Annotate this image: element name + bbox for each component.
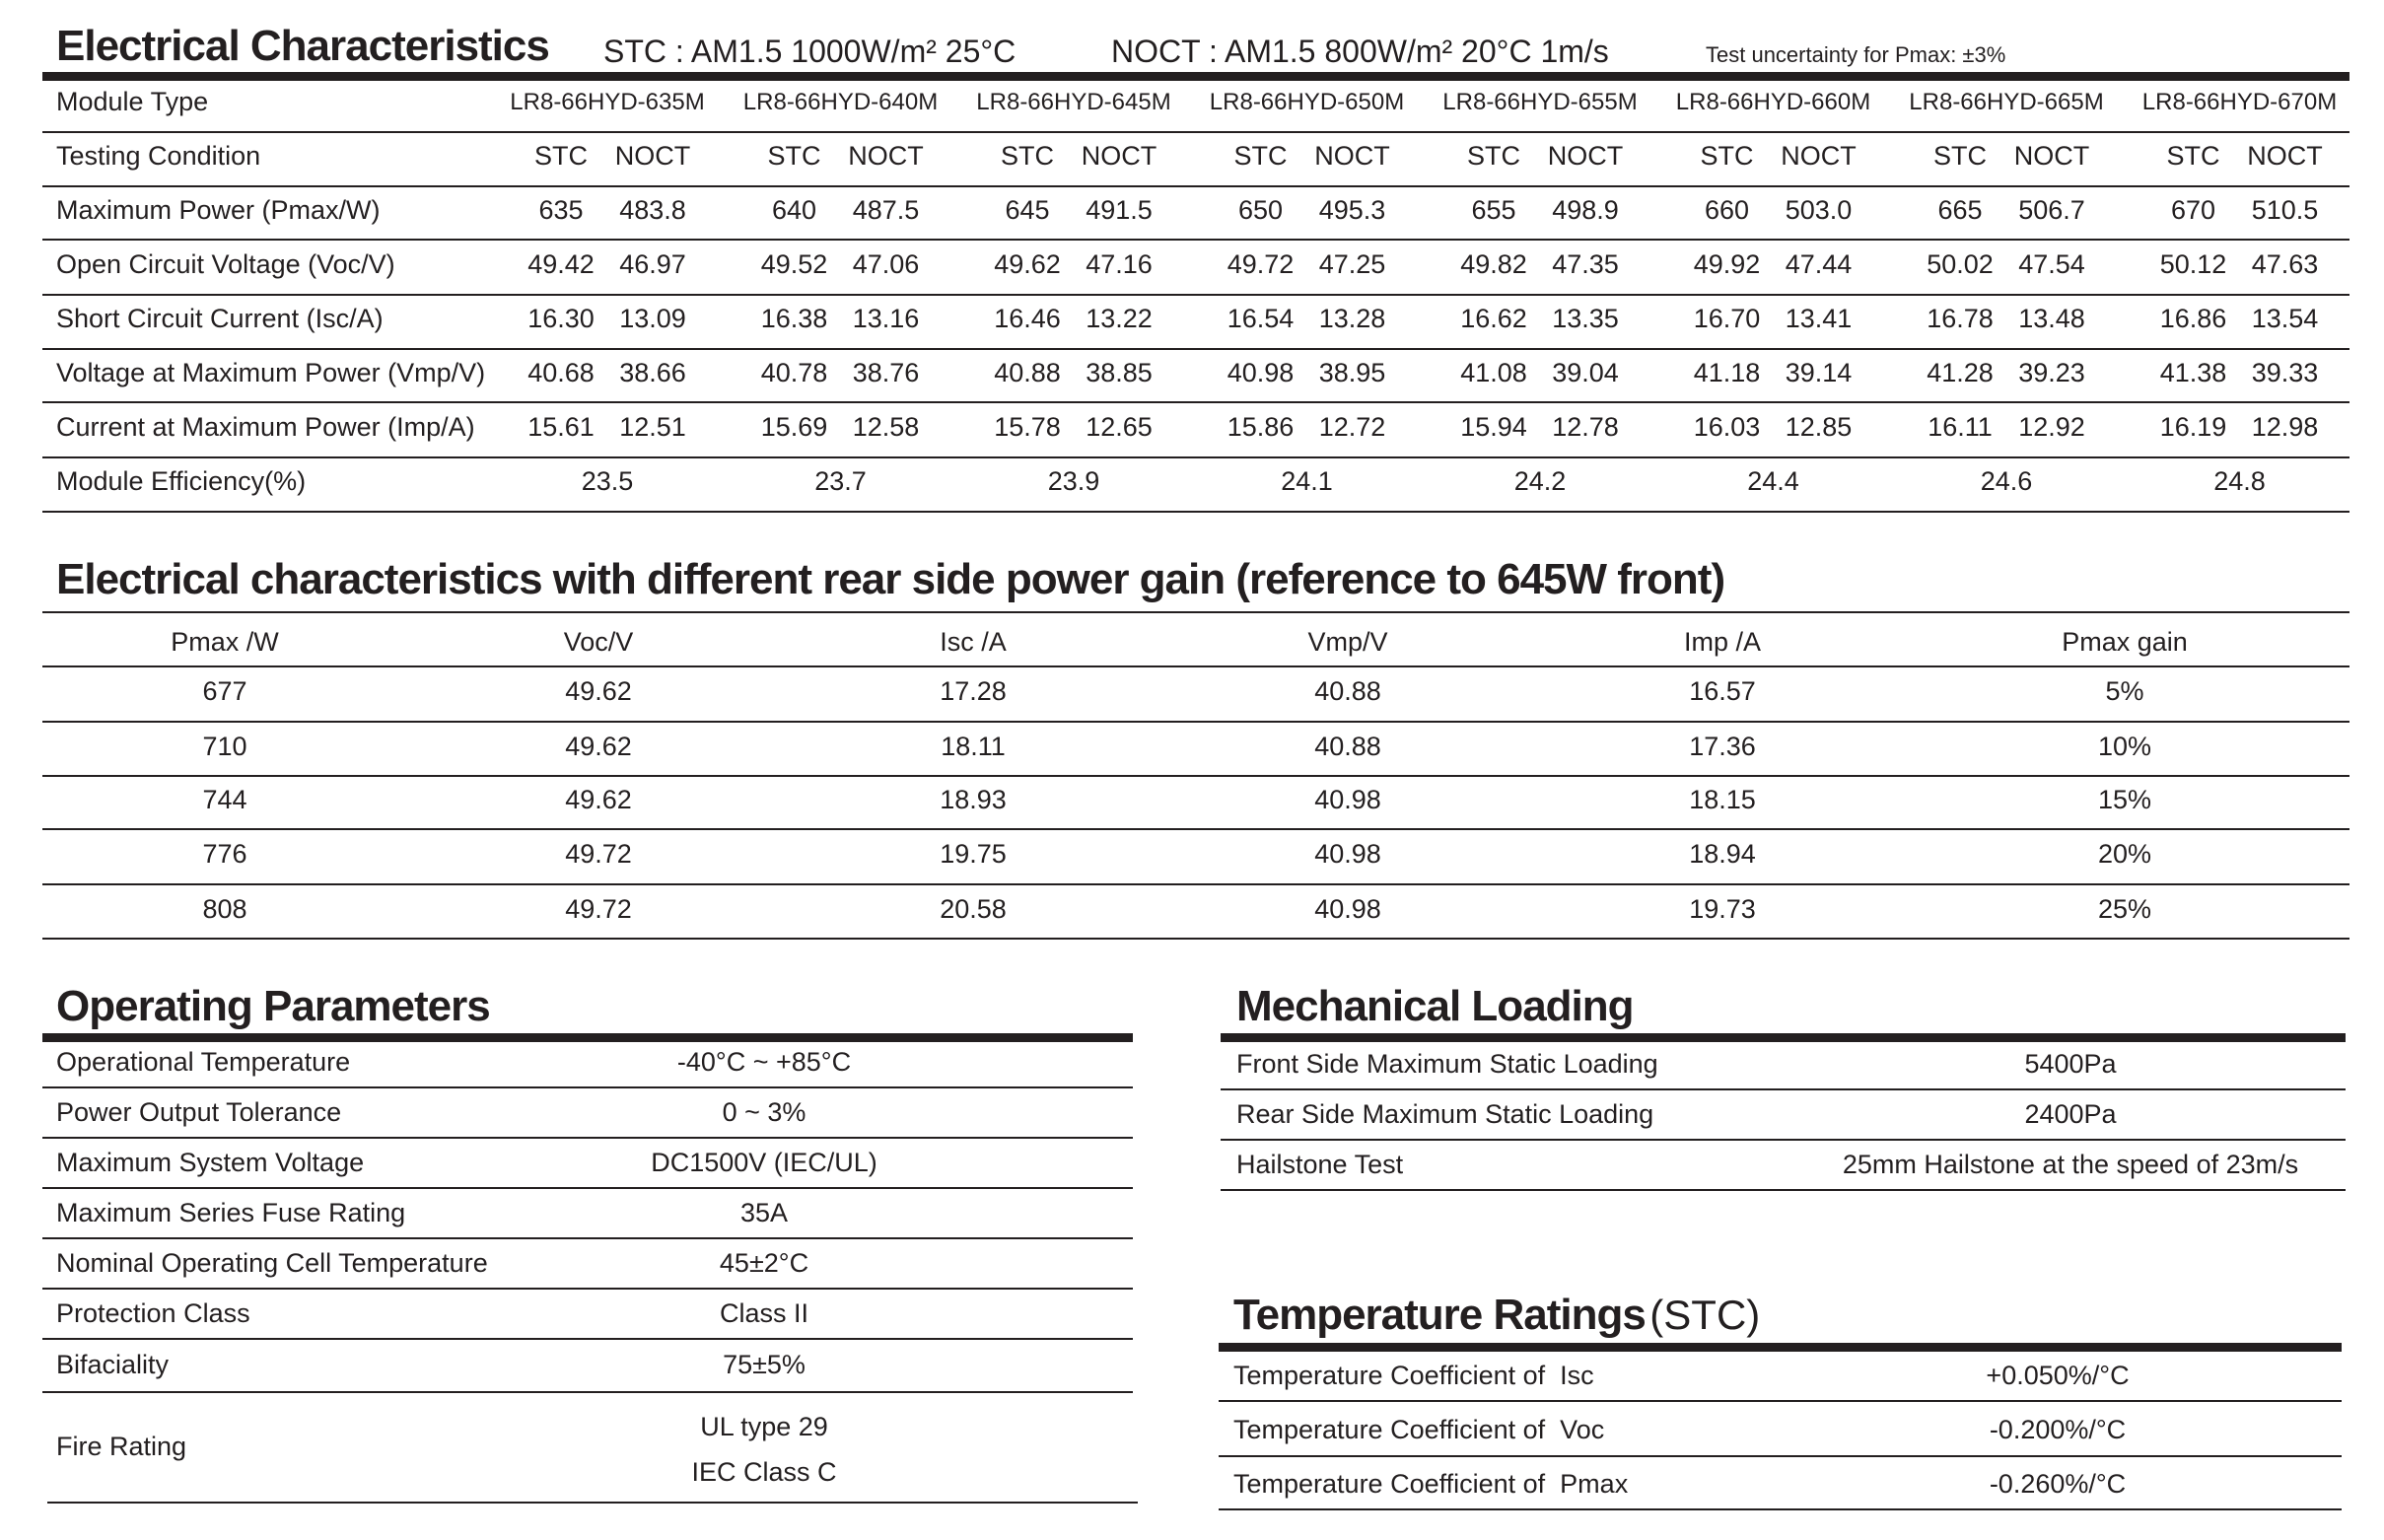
fire-rating-label: Fire Rating (56, 1432, 187, 1461)
vmp-stc-value: 41.08 (1460, 358, 1527, 387)
row-divider (42, 185, 2349, 187)
rear-gain-cell: 25% (2097, 893, 2152, 924)
row-divider (47, 1502, 1138, 1504)
vmp-noct-value: 39.14 (1785, 358, 1853, 387)
operating-value: Class II (719, 1297, 809, 1328)
imp-noct-value: 12.72 (1318, 412, 1386, 442)
row-divider (42, 348, 2349, 350)
rear-gain-cell: 49.72 (565, 893, 632, 924)
voc-noct-value: 47.44 (1785, 249, 1853, 279)
rear-gain-cell: 15% (2097, 785, 2152, 814)
stc-header: STC (1001, 141, 1054, 171)
noct-header: NOCT (614, 141, 691, 171)
operating-label: Maximum System Voltage (56, 1147, 365, 1177)
operating-value: 35A (739, 1197, 789, 1227)
isc-noct-value: 13.09 (619, 304, 686, 333)
isc-stc-value: 16.30 (527, 304, 595, 333)
row-divider (1221, 1088, 2346, 1090)
rear-gain-header: Vmp/V (1307, 627, 1388, 657)
temperature-title-suffix: (STC) (1649, 1292, 1761, 1338)
vmp-stc-value: 40.68 (527, 358, 595, 387)
rear-gain-header: Pmax /W (171, 627, 279, 657)
model-name: LR8-66HYD-660M (1675, 89, 1871, 115)
row-label-efficiency: Module Efficiency(%) (56, 466, 307, 496)
pmax-noct-value: 483.8 (619, 195, 686, 225)
row-divider (42, 239, 2349, 241)
pmax-stc-value: 655 (1471, 195, 1516, 225)
temperature-value: -0.200%/°C (1989, 1415, 2127, 1444)
rear-gain-cell: 19.75 (940, 839, 1007, 869)
noct-header: NOCT (1314, 141, 1390, 171)
row-divider (42, 1237, 1133, 1239)
model-name: LR8-66HYD-645M (976, 89, 1171, 115)
isc-noct-value: 13.28 (1318, 304, 1386, 333)
pmax-noct-value: 503.0 (1785, 195, 1853, 225)
mechanical-title: Mechanical Loading (1236, 982, 1634, 1030)
pmax-stc-value: 670 (2170, 195, 2216, 225)
isc-noct-value: 13.22 (1086, 304, 1153, 333)
imp-noct-value: 12.58 (852, 412, 920, 442)
temperature-value: +0.050%/°C (1986, 1361, 2130, 1390)
operating-rule (42, 1033, 1133, 1042)
imp-stc-value: 15.69 (760, 412, 828, 442)
temperature-label: Temperature Coefficient of Pmax (1233, 1469, 1629, 1499)
row-label-testing-condition: Testing Condition (56, 141, 261, 171)
isc-stc-value: 16.86 (2159, 304, 2227, 333)
rear-gain-cell: 17.36 (1689, 731, 1756, 761)
operating-label: Operational Temperature (56, 1047, 351, 1077)
imp-stc-value: 15.86 (1227, 412, 1295, 442)
efficiency-value: 24.2 (1513, 466, 1567, 496)
model-name: LR8-66HYD-650M (1209, 89, 1405, 115)
rear-gain-cell: 49.72 (565, 839, 632, 869)
voc-noct-value: 47.35 (1552, 249, 1619, 279)
stc-header: STC (534, 141, 588, 171)
voc-stc-value: 49.52 (760, 249, 828, 279)
row-divider (42, 131, 2349, 133)
temperature-title-wrap (1233, 1291, 1760, 1340)
operating-value: 75±5% (723, 1350, 806, 1379)
rear-gain-cell: 710 (202, 731, 247, 761)
row-divider (42, 1288, 1133, 1290)
isc-stc-value: 16.62 (1460, 304, 1527, 333)
imp-noct-value: 12.85 (1785, 412, 1853, 442)
mechanical-rule (1221, 1033, 2346, 1042)
stc-header: STC (1700, 141, 1754, 171)
row-label-pmax: Maximum Power (Pmax/W) (56, 195, 381, 225)
voc-noct-value: 46.97 (619, 249, 686, 279)
vmp-stc-value: 40.78 (760, 358, 828, 387)
model-name: LR8-66HYD-670M (2141, 89, 2338, 115)
rear-gain-header: Voc/V (563, 627, 634, 657)
vmp-noct-value: 38.76 (852, 358, 920, 387)
temperature-value: -0.260%/°C (1989, 1469, 2127, 1499)
row-divider (42, 1086, 1133, 1088)
mechanical-label: Front Side Maximum Static Loading (1236, 1048, 1658, 1079)
vmp-stc-value: 40.98 (1227, 358, 1295, 387)
imp-noct-value: 12.98 (2251, 412, 2319, 442)
pmax-noct-value: 491.5 (1086, 195, 1153, 225)
voc-stc-value: 49.62 (994, 249, 1061, 279)
rear-gain-cell: 18.94 (1689, 839, 1756, 869)
row-divider (42, 775, 2349, 777)
operating-label: Bifaciality (56, 1350, 170, 1379)
vmp-stc-value: 41.18 (1693, 358, 1761, 387)
stc-condition: STC : AM1.5 1000W/m² 25°C (603, 34, 1017, 69)
rear-gain-header: Pmax gain (2062, 627, 2188, 657)
row-divider (42, 938, 2349, 940)
voc-noct-value: 47.54 (2018, 249, 2085, 279)
rear-gain-cell: 40.88 (1314, 731, 1381, 761)
rear-gain-cell: 18.15 (1689, 785, 1756, 814)
row-label-module-type: Module Type (56, 87, 209, 116)
imp-stc-value: 16.03 (1693, 412, 1761, 442)
row-label-vmp: Voltage at Maximum Power (Vmp/V) (56, 358, 486, 387)
pmax-noct-value: 495.3 (1318, 195, 1386, 225)
pmax-noct-value: 487.5 (852, 195, 920, 225)
voc-stc-value: 49.92 (1693, 249, 1761, 279)
row-divider (1221, 1189, 2346, 1191)
voc-noct-value: 47.16 (1086, 249, 1153, 279)
operating-label: Protection Class (56, 1297, 250, 1328)
operating-value: 45±2°C (719, 1247, 809, 1278)
noct-header: NOCT (1547, 141, 1624, 171)
isc-stc-value: 16.54 (1227, 304, 1295, 333)
vmp-noct-value: 39.04 (1552, 358, 1619, 387)
imp-stc-value: 16.19 (2159, 412, 2227, 442)
imp-stc-value: 15.94 (1460, 412, 1527, 442)
mechanical-label: Hailstone Test (1236, 1149, 1404, 1179)
test-uncertainty: Test uncertainty for Pmax: ±3% (1706, 42, 2006, 67)
rear-gain-cell: 677 (202, 676, 247, 706)
row-divider (42, 294, 2349, 296)
pmax-noct-value: 506.7 (2018, 195, 2085, 225)
vmp-noct-value: 38.66 (619, 358, 686, 387)
imp-noct-value: 12.78 (1552, 412, 1619, 442)
rear-gain-cell: 49.62 (565, 676, 632, 706)
operating-label: Maximum Series Fuse Rating (56, 1197, 406, 1227)
row-label-isc: Short Circuit Current (Isc/A) (56, 304, 384, 333)
isc-stc-value: 16.78 (1927, 304, 1994, 333)
stc-header: STC (1933, 141, 1987, 171)
stc-header: STC (2166, 141, 2220, 171)
operating-value: -40°C ~ +85°C (676, 1047, 852, 1077)
row-divider (42, 883, 2349, 885)
rear-gain-cell: 40.88 (1314, 676, 1381, 706)
mechanical-value: 25mm Hailstone at the speed of 23m/s (1842, 1149, 2299, 1179)
mechanical-value: 5400Pa (2024, 1048, 2117, 1079)
voc-stc-value: 50.02 (1927, 249, 1994, 279)
vmp-stc-value: 41.28 (1927, 358, 1994, 387)
rear-gain-cell: 18.93 (940, 785, 1007, 814)
vmp-stc-value: 40.88 (994, 358, 1061, 387)
voc-noct-value: 47.25 (1318, 249, 1386, 279)
operating-value: DC1500V (IEC/UL) (651, 1147, 877, 1177)
isc-noct-value: 13.48 (2018, 304, 2085, 333)
noct-header: NOCT (848, 141, 924, 171)
voc-stc-value: 49.82 (1460, 249, 1527, 279)
imp-noct-value: 12.92 (2018, 412, 2085, 442)
rear-gain-cell: 776 (202, 839, 247, 869)
pmax-stc-value: 645 (1005, 195, 1050, 225)
voc-stc-value: 49.72 (1227, 249, 1295, 279)
row-divider (42, 456, 2349, 458)
voc-noct-value: 47.63 (2251, 249, 2319, 279)
operating-title: Operating Parameters (56, 982, 490, 1030)
rear-gain-cell: 49.62 (565, 785, 632, 814)
vmp-stc-value: 41.38 (2159, 358, 2227, 387)
model-name: LR8-66HYD-640M (742, 89, 939, 115)
rear-gain-cell: 10% (2097, 731, 2152, 761)
efficiency-value: 23.9 (1047, 466, 1100, 496)
row-divider (42, 1137, 1133, 1139)
vmp-noct-value: 38.85 (1086, 358, 1153, 387)
noct-header: NOCT (1781, 141, 1857, 171)
voc-stc-value: 50.12 (2159, 249, 2227, 279)
rear-gain-cell: 40.98 (1314, 893, 1381, 924)
pmax-stc-value: 665 (1937, 195, 1983, 225)
temperature-label: Temperature Coefficient of Isc (1233, 1361, 1594, 1390)
rear-gain-cell: 744 (202, 785, 247, 814)
rear-gain-title: Electrical characteristics with different rear side power gain (reference to 645W front) (56, 555, 1725, 603)
operating-label: Power Output Tolerance (56, 1096, 342, 1127)
electrical-title: Electrical Characteristics (56, 22, 549, 70)
rear-gain-cell: 40.98 (1314, 839, 1381, 869)
rear-gain-cell: 49.62 (565, 731, 632, 761)
rear-gain-cell: 19.73 (1689, 893, 1756, 924)
imp-noct-value: 12.65 (1086, 412, 1153, 442)
isc-stc-value: 16.70 (1693, 304, 1761, 333)
efficiency-value: 24.4 (1747, 466, 1799, 496)
imp-noct-value: 12.51 (619, 412, 686, 442)
stc-header: STC (1233, 141, 1288, 171)
noct-header: NOCT (2247, 141, 2323, 171)
electrical-rule (42, 72, 2349, 81)
pmax-stc-value: 635 (538, 195, 584, 225)
rear-gain-cell: 808 (202, 893, 247, 924)
imp-stc-value: 15.61 (527, 412, 595, 442)
vmp-noct-value: 39.33 (2251, 358, 2319, 387)
row-divider (42, 1187, 1133, 1189)
temperature-label: Temperature Coefficient of Voc (1233, 1415, 1605, 1444)
isc-noct-value: 13.35 (1552, 304, 1619, 333)
model-name: LR8-66HYD-635M (510, 89, 705, 115)
rear-gain-header: Imp /A (1683, 627, 1762, 657)
rear-gain-cell: 40.98 (1314, 785, 1381, 814)
vmp-noct-value: 39.23 (2018, 358, 2085, 387)
rear-gain-cell: 17.28 (940, 676, 1007, 706)
vmp-noct-value: 38.95 (1318, 358, 1386, 387)
efficiency-value: 23.5 (581, 466, 634, 496)
row-divider (42, 828, 2349, 830)
row-divider (1219, 1508, 2342, 1510)
isc-stc-value: 16.46 (994, 304, 1061, 333)
mechanical-label: Rear Side Maximum Static Loading (1236, 1098, 1654, 1129)
rear-gain-top-rule (42, 611, 2349, 613)
row-divider (1219, 1400, 2342, 1402)
rear-gain-cell: 20.58 (940, 893, 1007, 924)
rear-gain-cell: 16.57 (1689, 676, 1756, 706)
rear-gain-cell: 20% (2097, 839, 2152, 869)
operating-label: Nominal Operating Cell Temperature (56, 1247, 488, 1278)
pmax-stc-value: 650 (1237, 195, 1284, 225)
rear-gain-cell: 18.11 (941, 731, 1006, 761)
fire-rating-value-1: UL type 29 (700, 1412, 828, 1441)
efficiency-value: 23.7 (814, 466, 867, 496)
noct-header: NOCT (1081, 141, 1157, 171)
noct-header: NOCT (2013, 141, 2090, 171)
pmax-noct-value: 510.5 (2251, 195, 2319, 225)
voc-stc-value: 49.42 (527, 249, 595, 279)
model-name: LR8-66HYD-655M (1442, 89, 1638, 115)
row-divider (42, 665, 2349, 667)
row-divider (42, 1338, 1133, 1340)
rear-gain-cell: 5% (2105, 676, 2144, 706)
isc-noct-value: 13.54 (2251, 304, 2319, 333)
isc-noct-value: 13.16 (852, 304, 920, 333)
efficiency-value: 24.6 (1980, 466, 2033, 496)
row-divider (1221, 1139, 2346, 1141)
row-divider (42, 1391, 1133, 1393)
isc-stc-value: 16.38 (760, 304, 828, 333)
rear-gain-header: Isc /A (940, 627, 1007, 657)
row-divider (42, 401, 2349, 403)
pmax-stc-value: 640 (771, 195, 817, 225)
efficiency-value: 24.1 (1281, 466, 1333, 496)
operating-value: 0 ~ 3% (722, 1096, 806, 1127)
efficiency-value: 24.8 (2213, 466, 2266, 496)
voc-noct-value: 47.06 (852, 249, 920, 279)
stc-header: STC (767, 141, 821, 171)
isc-noct-value: 13.41 (1785, 304, 1853, 333)
imp-stc-value: 15.78 (994, 412, 1061, 442)
temperature-title: Temperature Ratings (1233, 1291, 1646, 1339)
row-divider (42, 511, 2349, 513)
noct-condition: NOCT : AM1.5 800W/m² 20°C 1m/s (1111, 34, 1609, 69)
pmax-stc-value: 660 (1704, 195, 1750, 225)
temperature-rule (1219, 1343, 2342, 1352)
row-label-imp: Current at Maximum Power (Imp/A) (56, 412, 475, 442)
row-divider (1219, 1455, 2342, 1457)
fire-rating-value-2: IEC Class C (691, 1457, 837, 1487)
pmax-noct-value: 498.9 (1552, 195, 1619, 225)
row-divider (42, 721, 2349, 723)
imp-stc-value: 16.11 (1928, 412, 1993, 442)
row-label-voc: Open Circuit Voltage (Voc/V) (56, 249, 395, 279)
model-name: LR8-66HYD-665M (1909, 89, 2104, 115)
stc-header: STC (1467, 141, 1520, 171)
mechanical-value: 2400Pa (2024, 1098, 2117, 1129)
